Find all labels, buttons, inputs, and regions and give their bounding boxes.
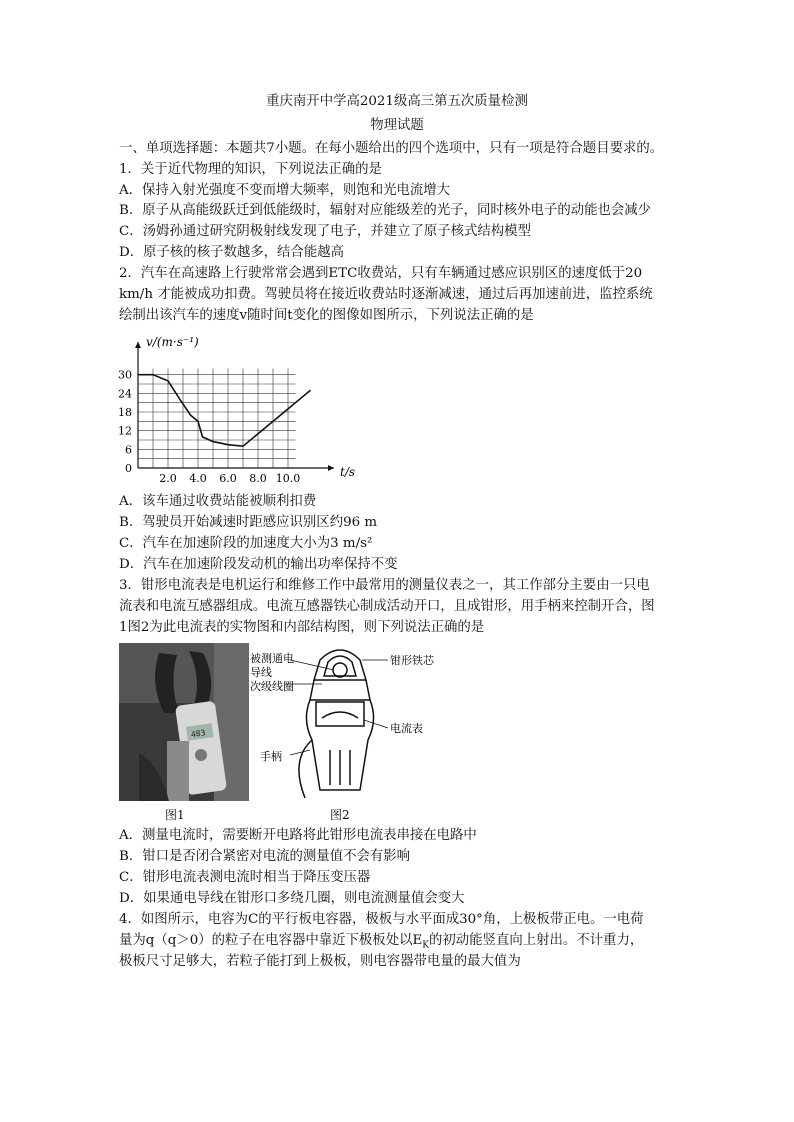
q2-option-c: C．汽车在加速阶段的加速度大小为3 m/s² bbox=[119, 536, 373, 551]
x-tick-label: 4.0 bbox=[189, 472, 207, 485]
y-axis-label: v/(m·s⁻¹) bbox=[146, 335, 199, 349]
q1-option-b: B．原子从高能级跃迁到低能级时，辐射对应能级差的光子，同时核外电子的动能也会减少 bbox=[119, 203, 652, 218]
question-4-stem-line1: 4．如图所示，电容为C的平行板电容器，极板与水平面成30°角，上极板带正电。一电荷 bbox=[119, 912, 644, 927]
label-measured-wire-2: 导线 bbox=[250, 666, 272, 679]
q3-option-a: A．测量电流时，需要断开电路将此钳形电流表串接在电路中 bbox=[119, 828, 477, 843]
question-2-stem-line2: km/h 才能被成功扣费。驾驶员将在接近收费站时逐渐减速，通过后再加速前进，监控系统 bbox=[119, 287, 653, 302]
question-3-stem-line1: 3．钳形电流表是电机运行和维修工作中最常用的测量仪表之一，其工作部分主要由一只电 bbox=[119, 578, 650, 593]
label-clamp-core: 钳形铁芯 bbox=[390, 654, 434, 667]
meter-reading: 483 bbox=[190, 728, 206, 740]
y-tick-label: 0 bbox=[125, 462, 132, 475]
q3-option-d: D．如果通电导线在钳形口多绕几圈，则电流测量值会变大 bbox=[119, 891, 465, 906]
label-ammeter: 电流表 bbox=[390, 722, 423, 735]
q3-option-c: C．钳形电流表测电流时相当于降压变压器 bbox=[119, 870, 371, 885]
q4-subscript-k: K bbox=[422, 940, 429, 951]
y-tick-label: 6 bbox=[125, 443, 132, 457]
q2-option-a: A．该车通过收费站能被顺利扣费 bbox=[119, 494, 317, 509]
y-tick-label: 12 bbox=[118, 424, 132, 438]
chart-grid bbox=[138, 368, 296, 468]
figure-2-diagram bbox=[250, 640, 450, 800]
question-2-stem-line3: 绘制出该汽车的速度v随时间t变化的图像如图所示，下列说法正确的是 bbox=[119, 308, 534, 323]
question-1-stem: 1．关于近代物理的知识，下列说法正确的是 bbox=[119, 162, 382, 177]
figure-1-photo bbox=[119, 643, 249, 801]
velocity-time-chart bbox=[112, 330, 362, 490]
y-tick-label: 18 bbox=[118, 406, 132, 419]
chart-series bbox=[138, 375, 311, 447]
q4-line2-part2: 的初动能竖直向上射出。不计重力， bbox=[428, 933, 644, 948]
chart-axes bbox=[135, 342, 334, 471]
y-tick-label: 24 bbox=[118, 387, 132, 401]
question-3-stem-line3: 1图2为此电流表的实物图和内部结构图，则下列说法正确的是 bbox=[119, 620, 485, 635]
question-2-stem-line1: 2．汽车在高速路上行驶常常会遇到ETC收费站，只有车辆通过感应识别区的速度低于20 bbox=[119, 266, 643, 281]
figure-2-caption: 图2 bbox=[330, 808, 350, 822]
q1-option-c: C．汤姆孙通过研究阴极射线发现了电子，并建立了原子核式结构模型 bbox=[119, 224, 531, 239]
q4-line2-part1: 量为q（q＞0）的粒子在电容器中靠近下极板处以E bbox=[119, 933, 423, 948]
x-tick-label: 2.0 bbox=[159, 472, 177, 485]
question-4-stem-line3: 极板尺寸足够大，若粒子能打到上极板，则电容器带电量的最大值为 bbox=[119, 954, 521, 969]
x-tick-label: 10.0 bbox=[275, 472, 301, 485]
q1-option-d: D．原子核的核子数越多，结合能越高 bbox=[119, 245, 344, 260]
section-heading: 一、单项选择题：本题共7小题。在每小题给出的四个选项中，只有一项是符合题目要求的。 bbox=[119, 141, 664, 156]
label-measured-wire-1: 被测通电 bbox=[250, 652, 294, 665]
question-3-stem-line2: 流表和电流互感器组成。电流互感器铁心制成活动开口，且成钳形，用手柄来控制开合，图 bbox=[119, 599, 655, 614]
x-tick-label: 8.0 bbox=[249, 472, 267, 485]
velocity-curve bbox=[138, 375, 311, 447]
q2-option-d: D．汽车在加速阶段发动机的输出功率保持不变 bbox=[119, 557, 398, 572]
x-tick-label: 6.0 bbox=[219, 472, 237, 485]
q3-option-b: B．钳口是否闭合紧密对电流的测量值不会有影响 bbox=[119, 849, 411, 864]
y-tick-label: 30 bbox=[118, 368, 132, 382]
figure-1-caption: 图1 bbox=[165, 808, 185, 822]
label-secondary-coil: 次级线圈 bbox=[250, 680, 294, 693]
q1-option-a: A．保持入射光强度不变而增大频率，则饱和光电流增大 bbox=[119, 183, 451, 198]
q2-option-b: B．驾驶员开始减速时距感应识别区约96 m bbox=[119, 515, 378, 530]
label-handle: 手柄 bbox=[260, 750, 282, 763]
x-axis-arrow bbox=[328, 465, 334, 471]
page-title: 重庆南开中学高2021级高三第五次质量检测 bbox=[266, 94, 528, 109]
x-axis-label: t/s bbox=[340, 465, 356, 479]
page-subtitle: 物理试题 bbox=[370, 118, 424, 133]
y-axis-arrow bbox=[135, 342, 141, 348]
